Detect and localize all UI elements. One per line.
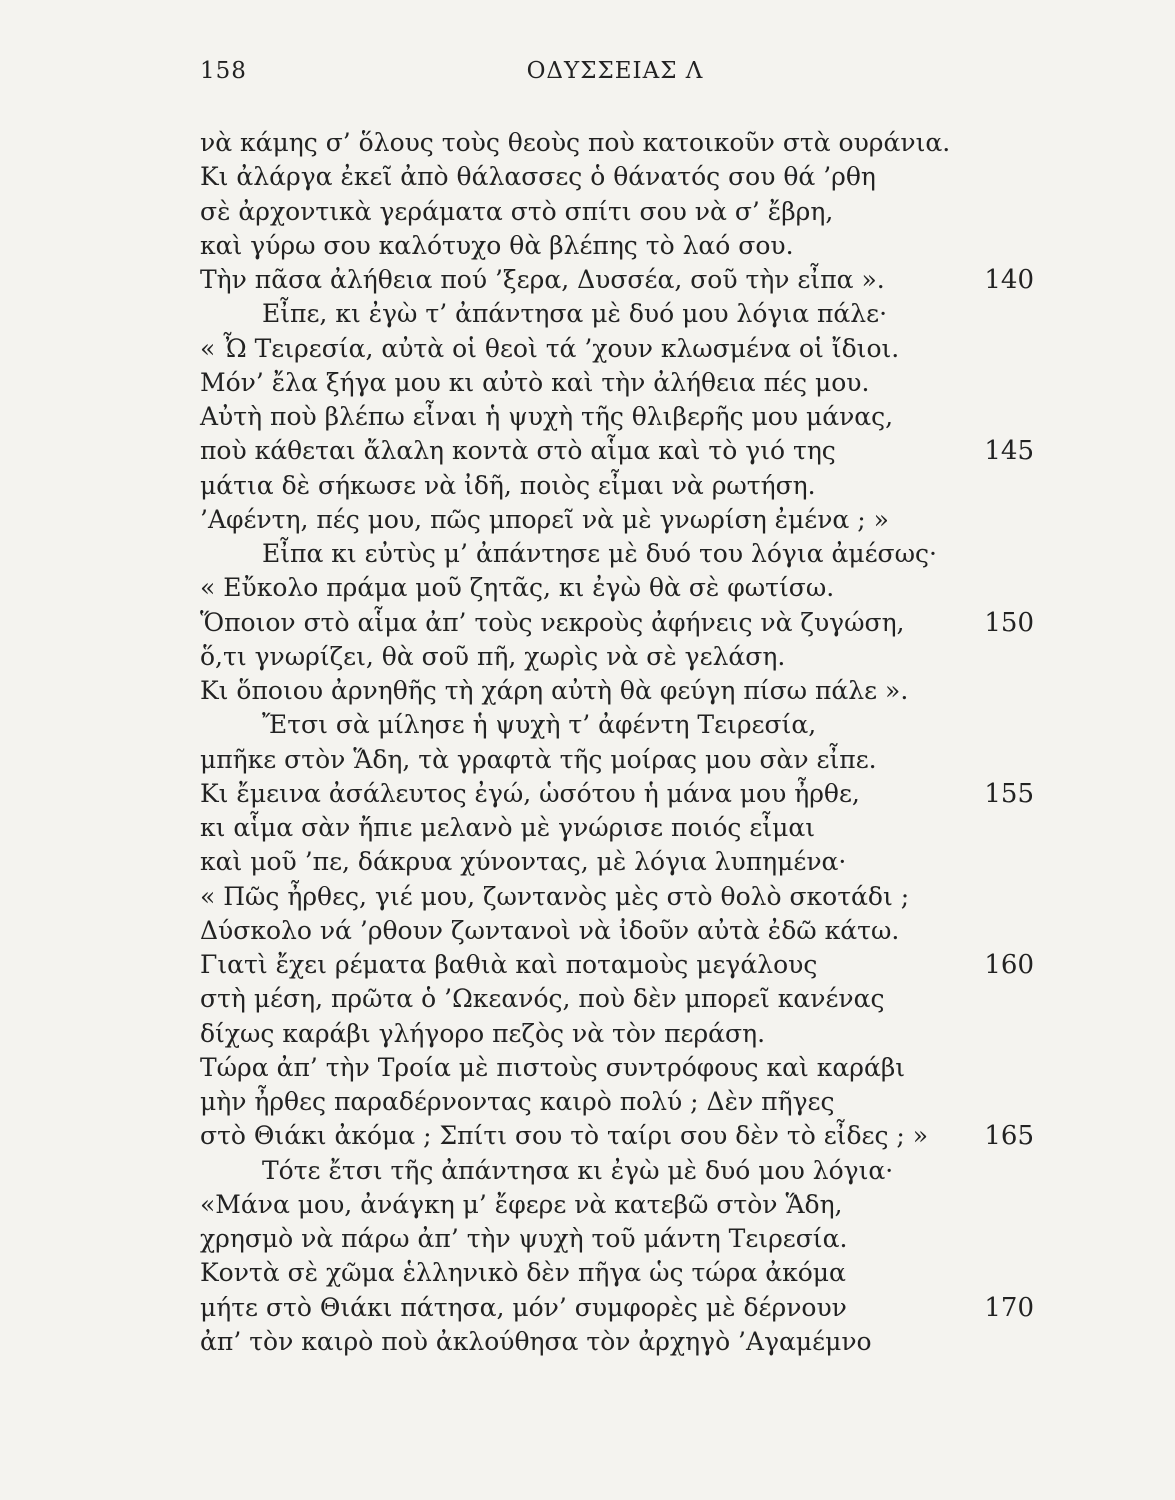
verse-line-text: στὸ Θιάκι ἀκόμα ; Σπίτι σου τὸ ταίρι σου δὲν τὸ εἶδες ; » xyxy=(200,1121,929,1151)
page-number: 158 xyxy=(200,58,247,84)
verse-line xyxy=(200,880,1040,914)
verse-line-text: Αὐτὴ ποὺ βλέπω εἶναι ἡ ψυχὴ τῆς θλιβερῆς μου μάνας, xyxy=(200,402,894,431)
verse-line xyxy=(200,571,1040,605)
verse-line xyxy=(200,126,1040,160)
verse-line xyxy=(200,469,1040,503)
line-number: 140 xyxy=(984,265,1034,295)
verse-line xyxy=(200,263,1040,297)
verse-line-text: χρησμὸ νὰ πάρω ἀπ’ τὴν ψυχὴ τοῦ μάντη Τειρεσία. xyxy=(200,1224,848,1253)
verse-line-text: καὶ γύρω σου καλότυχο θὰ βλέπης τὸ λαό σου. xyxy=(200,230,794,260)
verse-line-text: Τώρα ἀπ’ τὴν Τροία μὲ πιστοὺς συντρόφους καὶ καράβι xyxy=(200,1052,906,1082)
line-number: 170 xyxy=(984,1292,1034,1323)
verse-line-text: Τότε ἔτσι τῆς ἀπάντησα κι ἐγὼ μὲ δυό μου λόγια· xyxy=(262,1155,894,1185)
verse-line-text: ’Αφέντη, πές μου, πῶς μπορεῖ νὰ μὲ γνωρίση ἐμένα ; » xyxy=(200,504,889,534)
verse-line xyxy=(200,503,1040,537)
verse-line-text: ἀπ’ τὸν καιρὸ ποὺ ἀκλούθησα τὸν ἀρχηγὸ ’Αγαμέμνο xyxy=(200,1326,872,1356)
verse-line xyxy=(200,777,1040,811)
verse-line-text: « Εὔκολο πράμα μοῦ ζητᾶς, κι ἐγὼ θὰ σὲ φωτίσω. xyxy=(200,573,835,603)
verse-line-text: Εἶπα κι εὐτὺς μ’ ἀπάντησε μὲ δυό του λόγια ἀμέσως· xyxy=(262,539,937,568)
verse-line xyxy=(200,1051,1040,1085)
line-number: 145 xyxy=(984,436,1034,467)
verse-line-text: ὅ,τι γνωρίζει, θὰ σοῦ πῆ, χωρὶς νὰ σὲ γελάση. xyxy=(200,641,786,671)
verse-line xyxy=(200,982,1040,1016)
verse-line xyxy=(200,1017,1040,1051)
running-title: ΟΔΥΣΣΕΙΑΣ Λ xyxy=(526,58,704,84)
line-number: 160 xyxy=(984,950,1034,980)
verse-line-text: Τὴν πᾶσα ἀλήθεια πού ’ξερα, Δυσσέα, σοῦ τὴν εἶπα ». xyxy=(200,265,885,294)
verse-line-text: μὴν ἦρθες παραδέρνοντας καιρὸ πολύ ; Δὲν πῆγες xyxy=(200,1087,835,1116)
verse-line-text: μπῆκε στὸν Ἅδη, τὰ γραφτὰ τῆς μοίρας μου σὰν εἶπε. xyxy=(200,744,877,774)
verse-line-text: Δύσκολο νά ’ρθουν ζωντανοὶ νὰ ἰδοῦν αὐτὰ ἐδῶ κάτω. xyxy=(200,915,900,945)
verse-line xyxy=(200,537,1040,571)
verse-line xyxy=(200,195,1040,229)
verse-line xyxy=(200,1154,1040,1188)
verse-line-text: Γιατὶ ἔχει ρέματα βαθιὰ καὶ ποταμοὺς μεγάλους xyxy=(200,950,818,979)
verse-line xyxy=(200,229,1040,263)
line-number: 155 xyxy=(984,778,1034,809)
verse-line-text: Κι ἔμεινα ἀσάλευτος ἐγώ, ὡσότου ἡ μάνα μου ἦρθε, xyxy=(200,778,860,808)
verse-line xyxy=(200,708,1040,742)
verse-line xyxy=(200,400,1040,434)
verse-line xyxy=(200,1256,1040,1290)
verse-line xyxy=(200,332,1040,366)
verse-line-text: Κι ὅποιου ἀρνηθῆς τὴ χάρη αὐτὴ θὰ φεύγη πίσω πάλε ». xyxy=(200,676,909,705)
verse-line xyxy=(200,1325,1040,1359)
verse-line-text: Κοντὰ σὲ χῶμα ἑλληνικὸ δὲν πῆγα ὡς τώρα ἀκόμα xyxy=(200,1258,846,1288)
verse-line xyxy=(200,948,1040,982)
verse-line-text: « Πῶς ἦρθες, γιέ μου, ζωντανὸς μὲς στὸ θολὸ σκοτάδι ; xyxy=(200,881,910,911)
verse-line xyxy=(200,845,1040,879)
verse-line-text: Εἶπε, κι ἐγὼ τ’ ἀπάντησα μὲ δυό μου λόγια πάλε· xyxy=(262,299,888,329)
verse-line xyxy=(200,1119,1040,1153)
line-number: 165 xyxy=(984,1121,1034,1152)
verse-line xyxy=(200,297,1040,331)
verse-line xyxy=(200,1085,1040,1119)
verse-text xyxy=(200,126,1040,1359)
verse-line xyxy=(200,674,1040,708)
verse-line-text: Μόν’ ἔλα ξήγα μου κι αὐτὸ καὶ τὴν ἀλήθεια πές μου. xyxy=(200,367,870,397)
verse-line-text: νὰ κάμης σ’ ὅλους τοὺς θεοὺς ποὺ κατοικοῦν στὰ ουράνια. xyxy=(200,128,951,157)
verse-line-text: Ἔτσι σὰ μίλησε ἡ ψυχὴ τ’ ἀφέντη Τειρεσία, xyxy=(262,710,817,740)
verse-line-text: « Ὦ Τειρεσία, αὐτὰ οἱ θεοὶ τά ’χουν κλωσμένα οἱ ἴδιοι. xyxy=(200,333,900,363)
verse-line xyxy=(200,1222,1040,1256)
verse-line xyxy=(200,1291,1040,1325)
verse-line xyxy=(200,743,1040,777)
verse-line-text: Κι ἀλάργα ἐκεῖ ἀπὸ θάλασσες ὁ θάνατός σου θά ’ρθη xyxy=(200,162,876,192)
verse-line xyxy=(200,434,1040,468)
line-number: 150 xyxy=(984,607,1034,638)
verse-line-text: στὴ μέση, πρῶτα ὁ ’Ωκεανός, ποὺ δὲν μπορεῖ κανένας xyxy=(200,984,885,1014)
page-header xyxy=(200,58,1030,98)
verse-line-text: «Μάνα μου, ἀνάγκη μ’ ἔφερε νὰ κατεβῶ στὸν Ἅδη, xyxy=(200,1189,843,1219)
verse-line xyxy=(200,1188,1040,1222)
verse-line xyxy=(200,811,1040,845)
verse-line-text: Ὅποιον στὸ αἷμα ἀπ’ τοὺς νεκροὺς ἀφήνεις νὰ ζυγώση, xyxy=(200,607,905,637)
verse-line-text: ποὺ κάθεται ἄλαλη κοντὰ στὸ αἷμα καὶ τὸ γιό της xyxy=(200,436,836,466)
verse-line xyxy=(200,366,1040,400)
verse-line xyxy=(200,914,1040,948)
verse-line xyxy=(200,160,1040,194)
verse-line-text: μάτια δὲ σήκωσε νὰ ἰδῆ, ποιὸς εἶμαι νὰ ρωτήση. xyxy=(200,470,816,500)
verse-line-text: καὶ μοῦ ’πε, δάκρυα χύνοντας, μὲ λόγια λυπημένα· xyxy=(200,847,847,877)
verse-line-text: κι αἷμα σὰν ἤπιε μελανὸ μὲ γνώρισε ποιός εἶμαι xyxy=(200,813,816,842)
verse-line xyxy=(200,640,1040,674)
verse-line-text: σὲ ἀρχοντικὰ γεράματα στὸ σπίτι σου νὰ σ’ ἔβρη, xyxy=(200,196,834,226)
verse-line-text: δίχως καράβι γλήγορο πεζὸς νὰ τὸν περάση. xyxy=(200,1018,766,1048)
verse-line xyxy=(200,606,1040,640)
verse-line-text: μήτε στὸ Θιάκι πάτησα, μόν’ συμφορὲς μὲ δέρνουν xyxy=(200,1292,847,1322)
